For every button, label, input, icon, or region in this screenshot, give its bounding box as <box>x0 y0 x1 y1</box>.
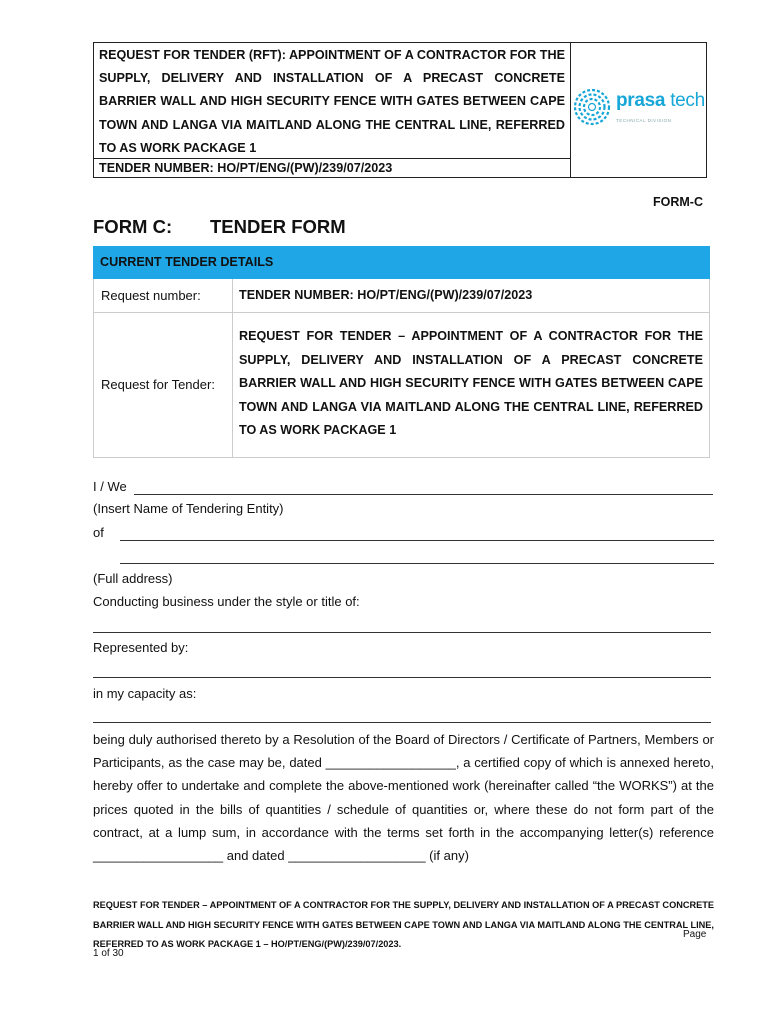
address-line-1[interactable] <box>120 540 714 541</box>
form-label: FORM C: <box>93 216 173 237</box>
form-title: TENDER FORM <box>210 216 346 237</box>
request-for-tender-value: REQUEST FOR TENDER – APPOINTMENT OF A CONTRACTOR FOR THE SUPPLY, DELIVERY AND INSTALLATION OF A PRECAST CONCRETE BARRIER WALL AND HIGH SECURITY FENCE WITH GATES BETWEEN CAPE TOWN AND LANGA VIA MAITLAND ALONG THE CENTRAL LINE, REFERRED TO AS WORK PACKAGE 1 <box>239 329 703 438</box>
conducting-business-label: Conducting business under the style or title of: <box>93 594 360 609</box>
table-row-request-number <box>93 279 710 313</box>
i-we-label: I / We <box>93 479 127 494</box>
address-line-2[interactable] <box>120 563 714 564</box>
represented-by-label: Represented by: <box>93 640 189 655</box>
prasa-tech-logo <box>572 87 706 133</box>
page-number: 1 of 30 <box>93 948 124 959</box>
table-row-request-for-tender <box>93 313 710 458</box>
tender-details-table <box>93 246 710 458</box>
offer-paragraph: being duly authorised thereto by a Resolution of the Board of Directors / Certificate of Partners, Members or Participants, as the case may be, dated __________________, a certified copy of which is annexed hereto, hereby offer to undertake and complete the above-mentioned work (hereinafter called “the WORKS”) at the prices quoted in the bills of quantities / schedule of quantities or, where these do not form part of the contract, at a lump sum, in accordance with the terms set forth in the accompanying letter(s) reference __________________ and dated ___________________ (if any) <box>93 732 714 864</box>
tendering-entity-line[interactable] <box>134 494 713 495</box>
capacity-label: in my capacity as: <box>93 686 197 701</box>
page-label: Page <box>683 929 707 940</box>
request-for-tender-label: Request for Tender: <box>101 377 215 392</box>
header-box <box>93 42 707 178</box>
header-title: REQUEST FOR TENDER (RFT): APPOINTMENT OF A CONTRACTOR FOR THE SUPPLY, DELIVERY AND INSTALLATION OF A PRECAST CONCRETE BARRIER WALL AND HIGH SECURITY FENCE WITH GATES BETWEEN CAPE TOWN AND LANGA VIA MAITLAND ALONG THE CENTRAL LINE, REFERRED TO AS WORK PACKAGE 1 <box>99 48 565 155</box>
request-number-label: Request number: <box>101 288 201 303</box>
full-address-hint: (Full address) <box>93 571 173 586</box>
business-style-line[interactable] <box>93 632 711 633</box>
capacity-line[interactable] <box>93 722 711 723</box>
logo-wordmark: prasa tech <box>616 90 705 111</box>
footer-text: REQUEST FOR TENDER – APPOINTMENT OF A CONTRACTOR FOR THE SUPPLY, DELIVERY AND INSTALLATION OF A PRECAST CONCRETE BARRIER WALL AND HIGH SECURITY FENCE WITH GATES BETWEEN CAPE TOWN AND LANGA VIA MAITLAND ALONG THE CENTRAL LINE, REFERRED TO AS WORK PACKAGE 1 – HO/PT/ENG/(PW)/239/07/2023. <box>93 900 714 949</box>
of-label: of <box>93 525 104 540</box>
table-heading: CURRENT TENDER DETAILS <box>93 246 710 279</box>
header-title-cell <box>94 43 571 177</box>
represented-by-line[interactable] <box>93 677 711 678</box>
prasa-swirl-icon <box>572 87 612 127</box>
logo-tagline: TECHNICAL DIVISION <box>616 118 672 123</box>
insert-name-hint: (Insert Name of Tendering Entity) <box>93 501 284 516</box>
header-tender-number: TENDER NUMBER: HO/PT/ENG/(PW)/239/07/2023 <box>94 158 570 177</box>
form-tag: FORM-C <box>653 195 703 209</box>
request-number-value: TENDER NUMBER: HO/PT/ENG/(PW)/239/07/2023 <box>239 288 533 302</box>
